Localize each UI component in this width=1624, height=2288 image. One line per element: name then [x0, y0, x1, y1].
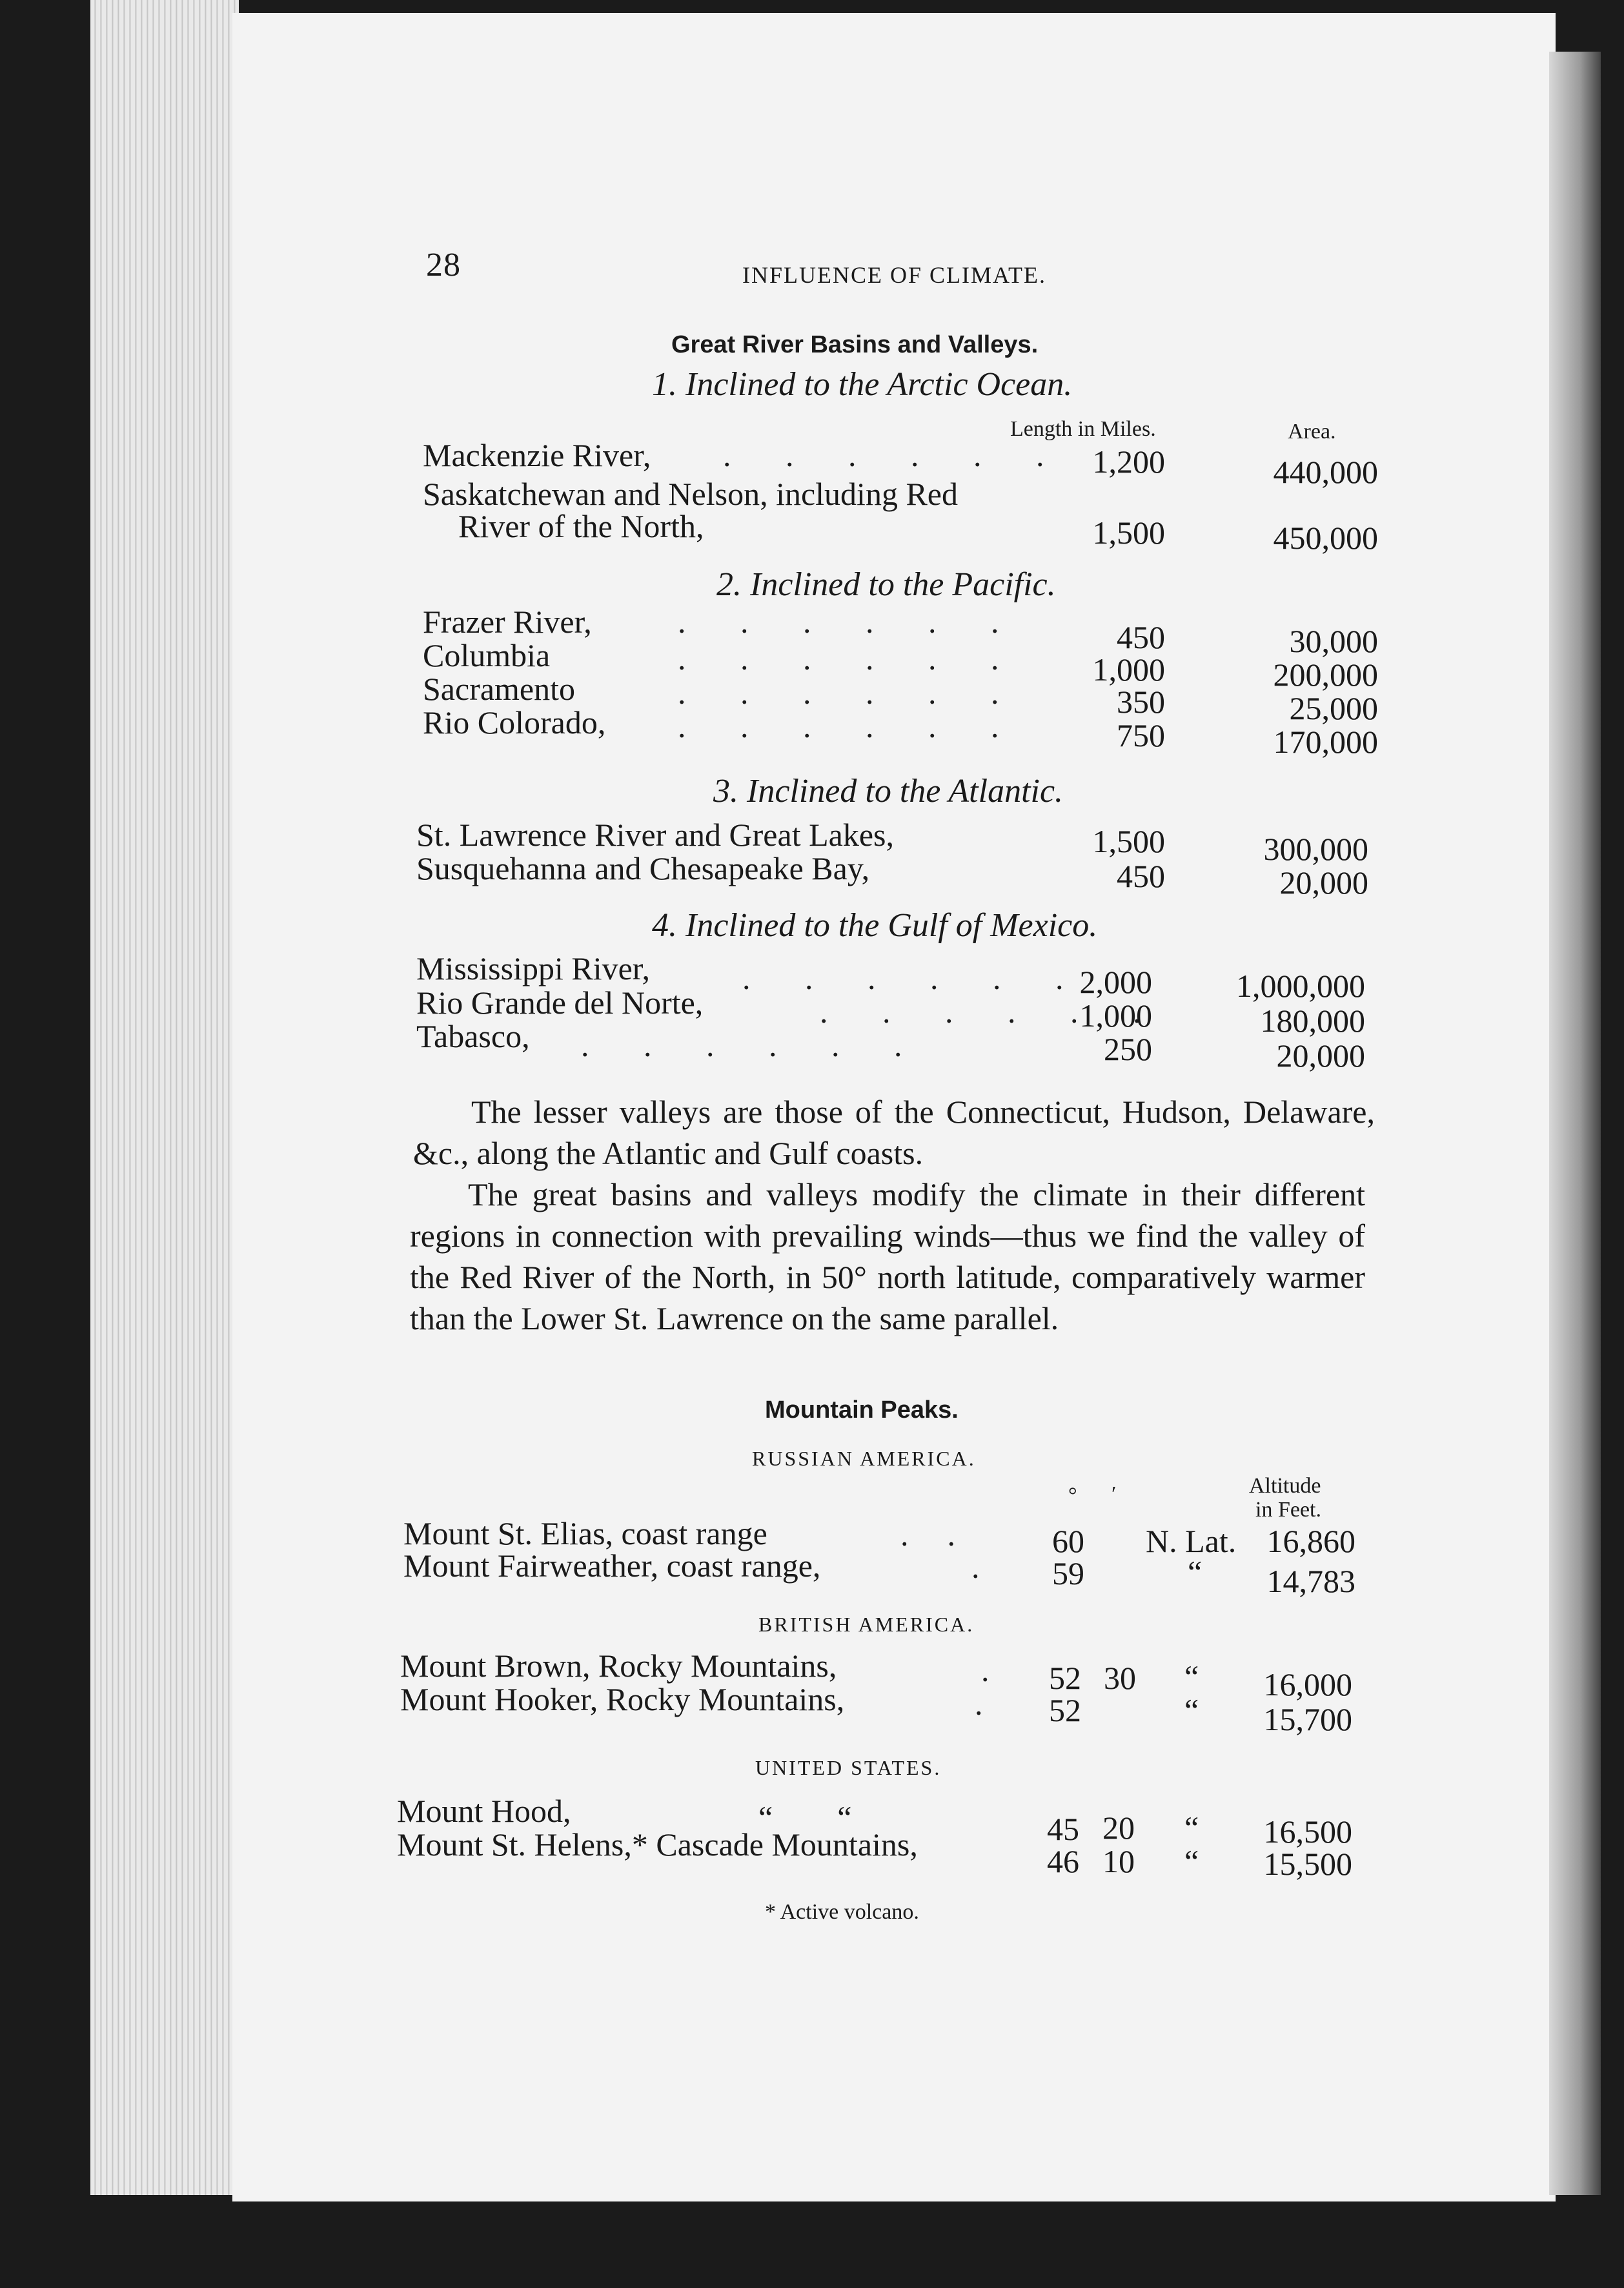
- leader-dots: [723, 439, 1068, 471]
- peak-altitude: 16,860: [1266, 1523, 1355, 1559]
- river-area: 200,000: [1273, 657, 1378, 693]
- river-name: Saskatchewan and Nelson, including Red: [423, 476, 958, 512]
- peak-min: 20: [1102, 1810, 1135, 1846]
- peak-lat: “: [1184, 1692, 1199, 1728]
- rivers-title: Great River Basins and Valleys.: [671, 331, 1039, 358]
- river-name: Mississippi River,: [416, 950, 650, 986]
- col-degrees-header: °: [1068, 1484, 1077, 1507]
- leader-dots: ..: [900, 1517, 994, 1553]
- river-length: 2,000: [1079, 964, 1152, 1000]
- leader-dots: .: [981, 1652, 990, 1688]
- peak-lat: “: [1184, 1843, 1199, 1879]
- peak-min: 30: [1104, 1660, 1136, 1696]
- peak-lat: “: [1184, 1659, 1199, 1695]
- peak-deg: 60: [1052, 1523, 1084, 1559]
- river-area: 170,000: [1273, 724, 1378, 760]
- peak-name: Mount Fairweather, coast range,: [403, 1547, 821, 1584]
- peak-name: Mount Hood,: [397, 1793, 571, 1829]
- river-length: 1,000: [1092, 651, 1165, 688]
- peak-lat: N. Lat.: [1146, 1523, 1237, 1559]
- river-length: 350: [1117, 684, 1165, 720]
- peak-altitude: 16,000: [1263, 1666, 1352, 1702]
- footnote: * Active volcano.: [765, 1900, 919, 1924]
- leader-dots: [678, 642, 1022, 675]
- river-name: Susquehanna and Chesapeake Bay,: [416, 850, 870, 886]
- peak-name: Mount Hooker, Rocky Mountains,: [400, 1681, 845, 1717]
- peak-name: Mount St. Elias, coast range: [403, 1515, 767, 1551]
- river-area: 300,000: [1263, 831, 1368, 867]
- river-name: Rio Colorado,: [423, 704, 606, 741]
- region-heading: RUSSIAN AMERICA.: [752, 1447, 976, 1470]
- river-length: 250: [1104, 1031, 1152, 1067]
- region-heading: BRITISH AMERICA.: [758, 1613, 975, 1636]
- peak-name: Mount St. Helens,* Cascade Mountains,: [397, 1826, 918, 1863]
- body-paragraph: The great basins and valleys modify the climate in their different regions in connection with prevailing winds—thus we find the valley of the Red River of the North, in 50° north latitude, comparatively warmer than the Lower St. Lawrence on the same parallel.: [410, 1176, 1365, 1336]
- peaks-title: Mountain Peaks.: [765, 1396, 959, 1424]
- peak-deg: 45: [1047, 1811, 1079, 1847]
- river-length: 1,500: [1092, 823, 1165, 859]
- river-name: Sacramento: [423, 671, 576, 707]
- body-paragraph: The lesser valleys are those of the Connecticut, Hudson, Delaware, &c., along the Atlantic and Gulf coasts.: [413, 1094, 1375, 1171]
- region-heading: UNITED STATES.: [755, 1756, 942, 1779]
- river-name: Columbia: [423, 637, 551, 673]
- peak-altitude: 14,783: [1266, 1563, 1355, 1599]
- peak-deg: 52: [1049, 1660, 1081, 1696]
- peak-lat: “: [1188, 1554, 1203, 1590]
- section-heading: 2. Inclined to the Pacific.: [716, 566, 1056, 603]
- river-length: 450: [1117, 619, 1165, 655]
- running-title: INFLUENCE OF CLIMATE.: [742, 262, 1046, 288]
- peak-deg: 59: [1052, 1555, 1084, 1591]
- river-area: 440,000: [1273, 454, 1378, 490]
- peak-altitude: 16,500: [1263, 1813, 1352, 1850]
- river-length: 450: [1117, 858, 1165, 894]
- river-name: St. Lawrence River and Great Lakes,: [416, 817, 894, 853]
- river-length: 1,000: [1079, 997, 1152, 1034]
- river-area: 180,000: [1260, 1003, 1365, 1039]
- col-minutes-header: ′: [1111, 1482, 1117, 1506]
- river-area: 30,000: [1289, 623, 1378, 659]
- river-length: 1,200: [1092, 444, 1165, 480]
- section-heading: 3. Inclined to the Atlantic.: [713, 773, 1064, 810]
- river-name-continued: River of the North,: [458, 508, 704, 544]
- peak-altitude: 15,700: [1263, 1701, 1352, 1737]
- peak-altitude: 15,500: [1263, 1846, 1352, 1882]
- col-altitude-header: in Feet.: [1255, 1498, 1321, 1522]
- section-heading: 1. Inclined to the Arctic Ocean.: [652, 366, 1073, 403]
- peak-min: 10: [1102, 1843, 1135, 1879]
- leader-dots: [678, 606, 1022, 638]
- page-number: 28: [426, 247, 461, 283]
- river-name: Rio Grande del Norte,: [416, 985, 704, 1021]
- river-length: 1,500: [1092, 515, 1165, 551]
- peak-deg: 46: [1047, 1843, 1079, 1879]
- col-length-header: Length in Miles.: [1010, 417, 1156, 441]
- river-name: Tabasco,: [416, 1018, 530, 1054]
- leader-dots: .: [975, 1686, 983, 1722]
- peak-lat: “: [1184, 1810, 1199, 1846]
- leader-dots: .: [971, 1549, 980, 1585]
- river-area: 450,000: [1273, 520, 1378, 556]
- river-area: 20,000: [1276, 1037, 1365, 1074]
- river-length: 750: [1117, 717, 1165, 753]
- river-name: Frazer River,: [423, 604, 592, 640]
- river-area: 1,000,000: [1236, 968, 1365, 1004]
- leader-dots: [581, 1029, 926, 1061]
- leader-dots: [678, 677, 1022, 709]
- section-heading: 4. Inclined to the Gulf of Mexico.: [652, 907, 1098, 944]
- river-area: 20,000: [1279, 864, 1368, 901]
- leader-dots: [678, 710, 1022, 742]
- col-area-header: Area.: [1288, 420, 1336, 444]
- river-area: 25,000: [1289, 690, 1378, 726]
- ditto-marks: “ “: [758, 1799, 852, 1835]
- peak-deg: 52: [1049, 1692, 1081, 1728]
- river-name: Mackenzie River,: [423, 437, 651, 473]
- peak-name: Mount Brown, Rocky Mountains,: [400, 1648, 837, 1684]
- col-altitude-header: Altitude: [1249, 1474, 1321, 1498]
